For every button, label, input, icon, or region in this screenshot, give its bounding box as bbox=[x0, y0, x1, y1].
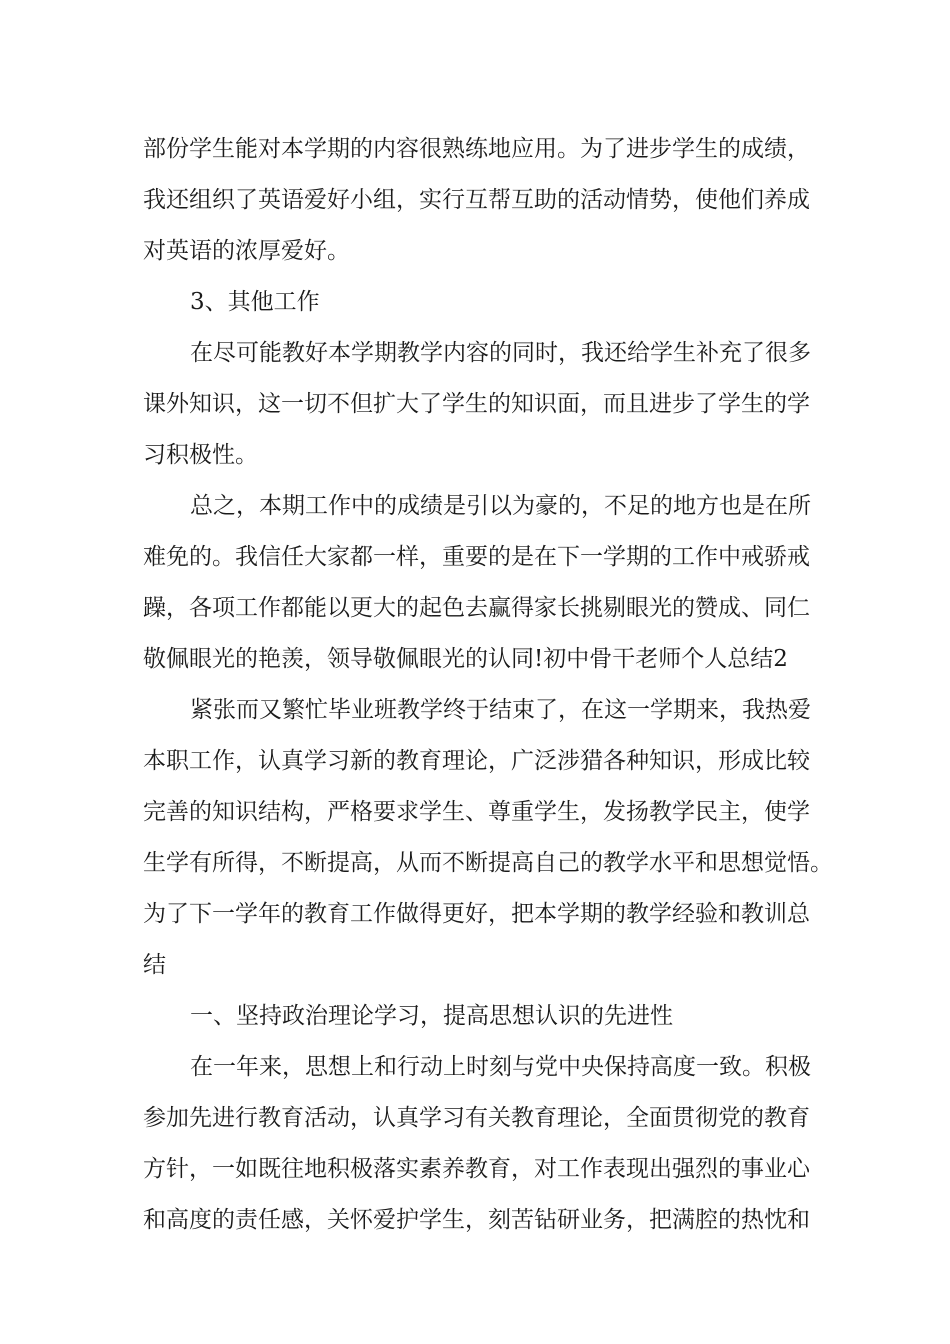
text-line: 在尽可能教好本学期教学内容的同时，我还给学生补充了很多 bbox=[190, 340, 811, 366]
text-line: 方针，一如既往地积极落实素养教育，对工作表现出强烈的事业心 bbox=[143, 1156, 810, 1182]
text-line: 参加先进行教育活动，认真学习有关教育理论，全面贯彻党的教育 bbox=[143, 1105, 810, 1131]
text-line: 我还组织了英语爱好小组，实行互帮互助的活动情势，使他们养成 bbox=[143, 187, 810, 213]
section-heading: 3、其他工作 bbox=[190, 289, 320, 315]
text-line: 和高度的责任感，关怀爱护学生，刻苦钻研业务，把满腔的热忱和 bbox=[143, 1207, 810, 1233]
text-line: 敬佩眼光的艳羡，领导敬佩眼光的认同!初中骨干老师个人总结2 bbox=[143, 646, 788, 672]
text-line: 课外知识，这一切不但扩大了学生的知识面，而且进步了学生的学 bbox=[143, 391, 810, 417]
text-line: 本职工作，认真学习新的教育理论，广泛涉猎各种知识，形成比较 bbox=[143, 748, 810, 774]
text-line: 完善的知识结构，严格要求学生、尊重学生，发扬教学民主，使学 bbox=[143, 799, 810, 825]
text-line: 对英语的浓厚爱好。 bbox=[143, 238, 350, 264]
text-line: 习积极性。 bbox=[143, 442, 258, 468]
text-line: 结 bbox=[143, 952, 166, 978]
text-line: 紧张而又繁忙毕业班教学终于结束了，在这一学期来，我热爱 bbox=[190, 697, 811, 723]
text-line: 躁，各项工作都能以更大的起色去赢得家长挑剔眼光的赞成、同仁 bbox=[143, 595, 810, 621]
text-line: 总之，本期工作中的成绩是引以为豪的，不足的地方也是在所 bbox=[190, 493, 811, 519]
text-line: 难免的。我信任大家都一样，重要的是在下一学期的工作中戒骄戒 bbox=[143, 544, 810, 570]
text-line: 部份学生能对本学期的内容很熟练地应用。为了进步学生的成绩， bbox=[143, 136, 810, 162]
section-heading: 一、坚持政治理论学习，提高思想认识的先进性 bbox=[190, 1003, 673, 1029]
text-line: 为了下一学年的教育工作做得更好，把本学期的教学经验和教训总 bbox=[143, 901, 810, 927]
text-line: 生学有所得，不断提高，从而不断提高自己的教学水平和思想觉悟。 bbox=[143, 850, 833, 876]
text-line: 在一年来，思想上和行动上时刻与党中央保持高度一致。积极 bbox=[190, 1054, 811, 1080]
